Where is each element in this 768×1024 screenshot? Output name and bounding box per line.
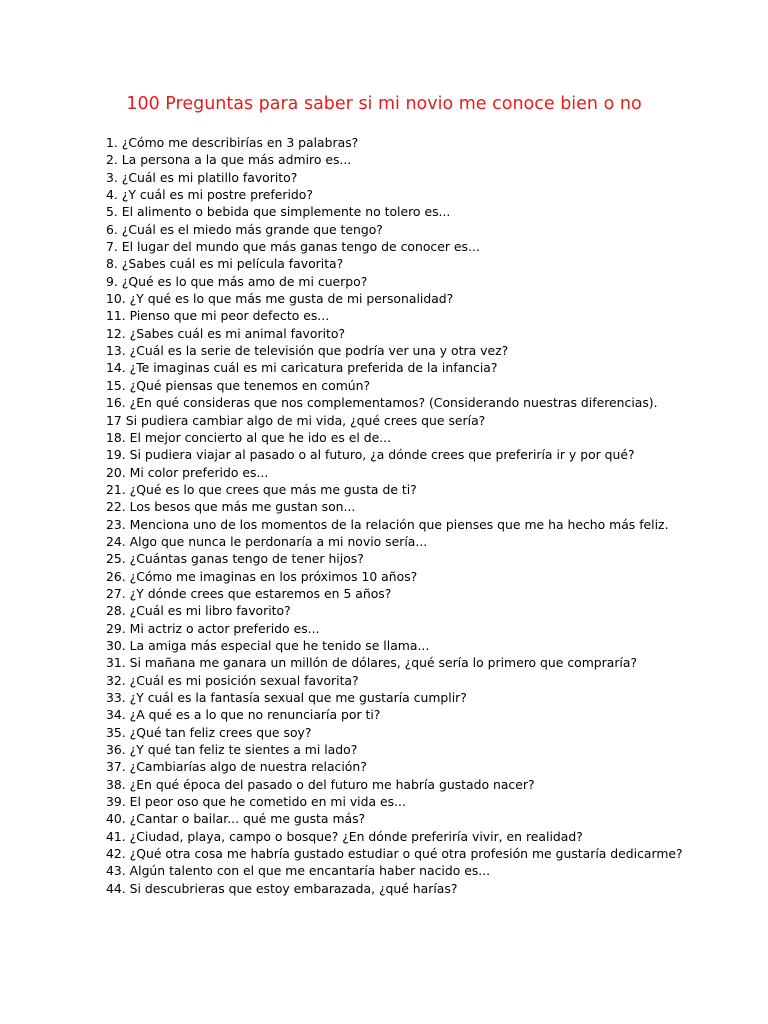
question-item: 13. ¿Cuál es la serie de televisión que podría ver una y otra vez? bbox=[106, 343, 509, 359]
question-item: 43. Algún talento con el que me encantaría haber nacido es... bbox=[106, 863, 491, 879]
question-item: 25. ¿Cuántas ganas tengo de tener hijos? bbox=[106, 551, 364, 567]
question-item: 32. ¿Cuál es mi posición sexual favorita? bbox=[106, 672, 359, 688]
question-item: 37. ¿Cambiarías algo de nuestra relación? bbox=[106, 759, 367, 775]
question-item: 15. ¿Qué piensas que tenemos en común? bbox=[106, 377, 371, 393]
question-item: 7. El lugar del mundo que más ganas tengo de conocer es... bbox=[106, 239, 480, 255]
question-item: 16. ¿En qué consideras que nos complementamos? (Considerando nuestras diferencias). bbox=[106, 395, 658, 411]
question-item: 31. Si mañana me ganara un millón de dólares, ¿qué sería lo primero que compraría? bbox=[106, 655, 638, 671]
question-item: 11. Pienso que mi peor defecto es... bbox=[106, 308, 330, 324]
question-item: 10. ¿Y qué es lo que más me gusta de mi personalidad? bbox=[106, 291, 454, 307]
question-item: 44. Si descubrieras que estoy embarazada, ¿qué harías? bbox=[106, 880, 458, 896]
question-item: 19. Si pudiera viajar al pasado o al futuro, ¿a dónde crees que preferiría ir y por qué? bbox=[106, 447, 635, 463]
question-item: 21. ¿Qué es lo que crees que más me gusta de ti? bbox=[106, 481, 417, 497]
question-item: 27. ¿Y dónde crees que estaremos en 5 años? bbox=[106, 585, 392, 601]
question-item: 41. ¿Ciudad, playa, campo o bosque? ¿En dónde preferiría vivir, en realidad? bbox=[106, 828, 583, 844]
question-item: 20. Mi color preferido es... bbox=[106, 464, 269, 480]
question-item: 28. ¿Cuál es mi libro favorito? bbox=[106, 603, 291, 619]
question-item: 22. Los besos que más me gustan son... bbox=[106, 499, 356, 515]
question-item: 23. Menciona uno de los momentos de la relación que pienses que me ha hecho más feliz. bbox=[106, 516, 669, 532]
question-item: 6. ¿Cuál es el miedo más grande que tengo? bbox=[106, 221, 383, 237]
question-item: 5. El alimento o bebida que simplemente no tolero es... bbox=[106, 204, 451, 220]
question-item: 12. ¿Sabes cuál es mi animal favorito? bbox=[106, 325, 346, 341]
question-item: 29. Mi actriz o actor preferido es... bbox=[106, 620, 320, 636]
question-item: 24. Algo que nunca le perdonaría a mi novio sería... bbox=[106, 533, 428, 549]
question-item: 18. El mejor concierto al que he ido es el de... bbox=[106, 429, 392, 445]
question-item: 8. ¿Sabes cuál es mi película favorita? bbox=[106, 256, 344, 272]
question-item: 38. ¿En qué época del pasado o del futuro me habría gustado nacer? bbox=[106, 776, 535, 792]
question-item: 36. ¿Y qué tan feliz te sientes a mi lado? bbox=[106, 742, 358, 758]
question-item: 33. ¿Y cuál es la fantasía sexual que me gustaría cumplir? bbox=[106, 690, 467, 705]
question-list bbox=[106, 134, 683, 897]
question-item: 2. La persona a la que más admiro es... bbox=[106, 152, 352, 168]
question-item: 17 Si pudiera cambiar algo de mi vida, ¿qué crees que sería? bbox=[106, 412, 486, 428]
question-item: 39. El peor oso que he cometido en mi vida es... bbox=[106, 794, 406, 810]
question-item: 26. ¿Cómo me imaginas en los próximos 10 años? bbox=[106, 568, 418, 584]
question-item: 42. ¿Qué otra cosa me habría gustado estudiar o qué otra profesión me gustaría dedicarme? bbox=[106, 846, 683, 862]
question-item: 40. ¿Cantar o bailar... qué me gusta más? bbox=[106, 811, 366, 827]
question-item: 1. ¿Cómo me describirías en 3 palabras? bbox=[106, 135, 359, 150]
question-item: 30. La amiga más especial que he tenido se llama... bbox=[106, 637, 430, 653]
document-title: 100 Preguntas para saber si mi novio me conoce bien o no bbox=[126, 94, 642, 114]
question-item: 3. ¿Cuál es mi platillo favorito? bbox=[106, 169, 298, 185]
question-item: 35. ¿Qué tan feliz crees que soy? bbox=[106, 724, 312, 740]
question-item: 9. ¿Qué es lo que más amo de mi cuerpo? bbox=[106, 273, 368, 289]
question-item: 34. ¿A qué es a lo que no renunciaría por ti? bbox=[106, 707, 381, 723]
question-item: 14. ¿Te imaginas cuál es mi caricatura preferida de la infancia? bbox=[106, 360, 498, 376]
question-item: 4. ¿Y cuál es mi postre preferido? bbox=[106, 187, 313, 203]
